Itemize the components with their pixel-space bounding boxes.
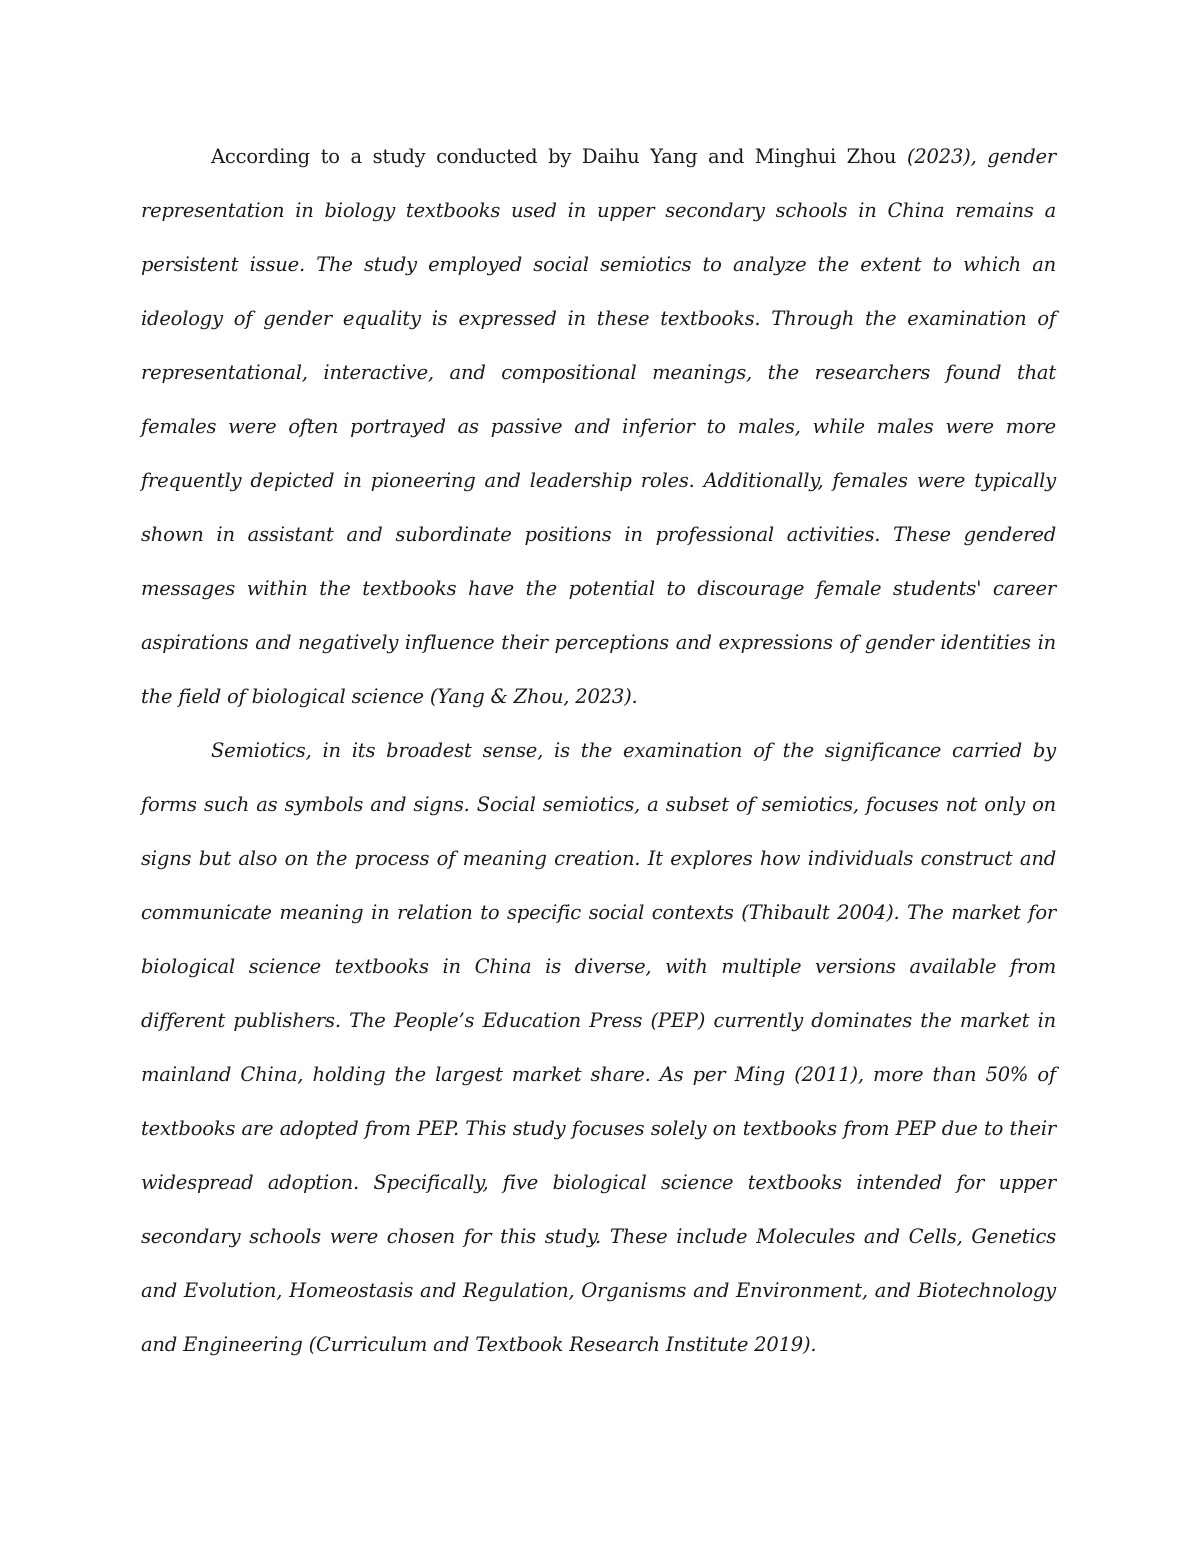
paragraph-1-intro: According to a study conducted by Daihu Yang and Minghui Zhou [211, 145, 907, 168]
paragraph-1-body: (2023), gender representation in biology textbooks used in upper secondary schools in China remains a persistent issue. The study employed social semiotics to analyze the extent to which an ideology of gender equality is expressed in these textbooks. Through the examination of representational, interactive, and compositional meanings, the researchers found that females were often portrayed as passive and inferior to males, while males were more frequently depicted in pioneering and leadership roles. Additionally, females were typically shown in assistant and subordinate positions in professional activities. These gendered messages within the textbooks have the potential to discourage female students' career aspirations and negatively influence their perceptions and expressions of gender identities in the field of biological science (Yang & Zhou, 2023). [141, 145, 1056, 708]
paragraph-2 [141, 724, 1056, 1372]
document-body [141, 130, 1056, 1372]
paragraph-1 [141, 130, 1056, 724]
paragraph-2-body: Semiotics, in its broadest sense, is the examination of the significance carried by forms such as symbols and signs. Social semiotics, a subset of semiotics, focuses not only on signs but also on the process of meaning creation. It explores how individuals construct and communicate meaning in relation to specific social contexts (Thibault 2004). The market for biological science textbooks in China is diverse, with multiple versions available from different publishers. The People’s Education Press (PEP) currently dominates the market in mainland China, holding the largest market share. As per Ming (2011), more than 50% of textbooks are adopted from PEP. This study focuses solely on textbooks from PEP due to their widespread adoption. Specifically, five biological science textbooks intended for upper secondary schools were chosen for this study. These include Molecules and Cells, Genetics and Evolution, Homeostasis and Regulation, Organisms and Environment, and Biotechnology and Engineering (Curriculum and Textbook Research Institute 2019). [141, 739, 1056, 1356]
